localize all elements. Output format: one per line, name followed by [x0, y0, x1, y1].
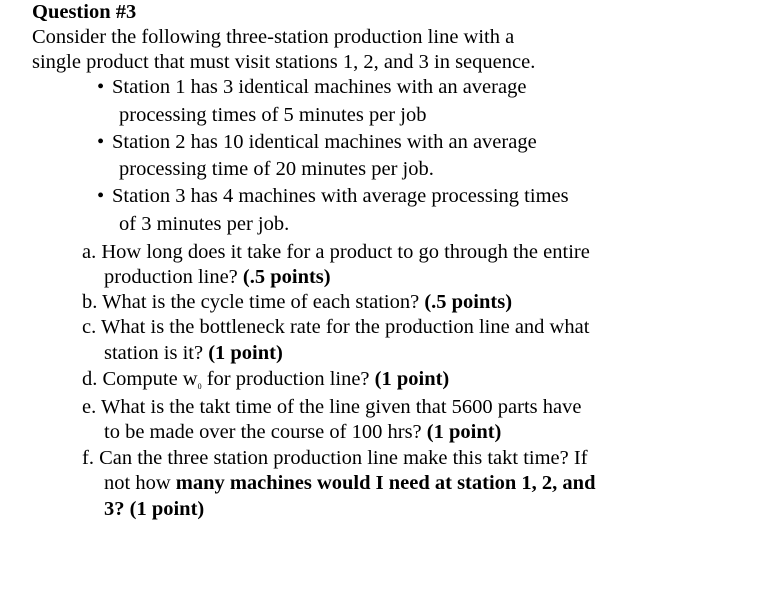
- station-2-line-2: processing time of 20 minutes per job.: [119, 158, 434, 180]
- part-e-points: (1 point): [426, 421, 502, 443]
- intro-line-2: single product that must visit stations 1, 2, and 3 in sequence.: [32, 51, 536, 73]
- part-a-line-2: [104, 265, 331, 289]
- part-d-suffix: for production line?: [206, 368, 370, 390]
- part-c-text: station is it?: [104, 342, 204, 364]
- part-f-line-3: [104, 497, 204, 521]
- part-e-text: to be made over the course of 100 hrs?: [104, 421, 422, 443]
- part-f-text: not how: [104, 472, 171, 494]
- part-b-line: [82, 290, 512, 314]
- station-1-line-2: processing times of 5 minutes per job: [119, 104, 427, 126]
- part-f-line-1: f. Can the three station production line make this takt time? If: [82, 447, 588, 469]
- station-1-line-1: Station 1 has 3 identical machines with an average: [112, 76, 527, 98]
- part-c-line-1: c. What is the bottleneck rate for the production line and what: [82, 316, 590, 338]
- part-a-line-1: a. How long does it take for a product to go through the entire: [82, 241, 590, 263]
- bullet-icon: •: [97, 185, 105, 207]
- part-c-points: (1 point): [208, 342, 283, 364]
- part-f-bold-text: many machines would I need at station 1, 2, and: [175, 472, 596, 494]
- part-f-bold-end: 3?: [104, 498, 125, 520]
- station-3-line-2: of 3 minutes per job.: [119, 213, 290, 235]
- part-e-line-1: e. What is the takt time of the line given that 5600 parts have: [82, 396, 582, 418]
- question-title: Question #3: [32, 1, 137, 23]
- part-d-prefix: d. Compute w: [82, 368, 198, 390]
- part-d-points: (1 point): [374, 368, 450, 390]
- intro-line-1: Consider the following three-station production line with a: [32, 26, 515, 48]
- station-2-line-1: Station 2 has 10 identical machines with an average: [112, 131, 537, 153]
- part-e-line-2: [104, 420, 501, 444]
- part-c-line-2: [104, 341, 283, 365]
- bullet-icon: •: [97, 131, 105, 153]
- part-b-text: b. What is the cycle time of each station?: [82, 291, 420, 313]
- part-a-text: production line?: [104, 266, 238, 288]
- part-f-points: (1 point): [129, 498, 205, 520]
- part-b-points: (.5 points): [424, 291, 513, 313]
- station-3-line-1: Station 3 has 4 machines with average processing times: [112, 185, 569, 207]
- part-d-subscript: 0: [197, 382, 202, 391]
- part-f-line-2: [104, 471, 596, 495]
- bullet-icon: •: [97, 76, 105, 98]
- part-a-points: (.5 points): [242, 266, 331, 288]
